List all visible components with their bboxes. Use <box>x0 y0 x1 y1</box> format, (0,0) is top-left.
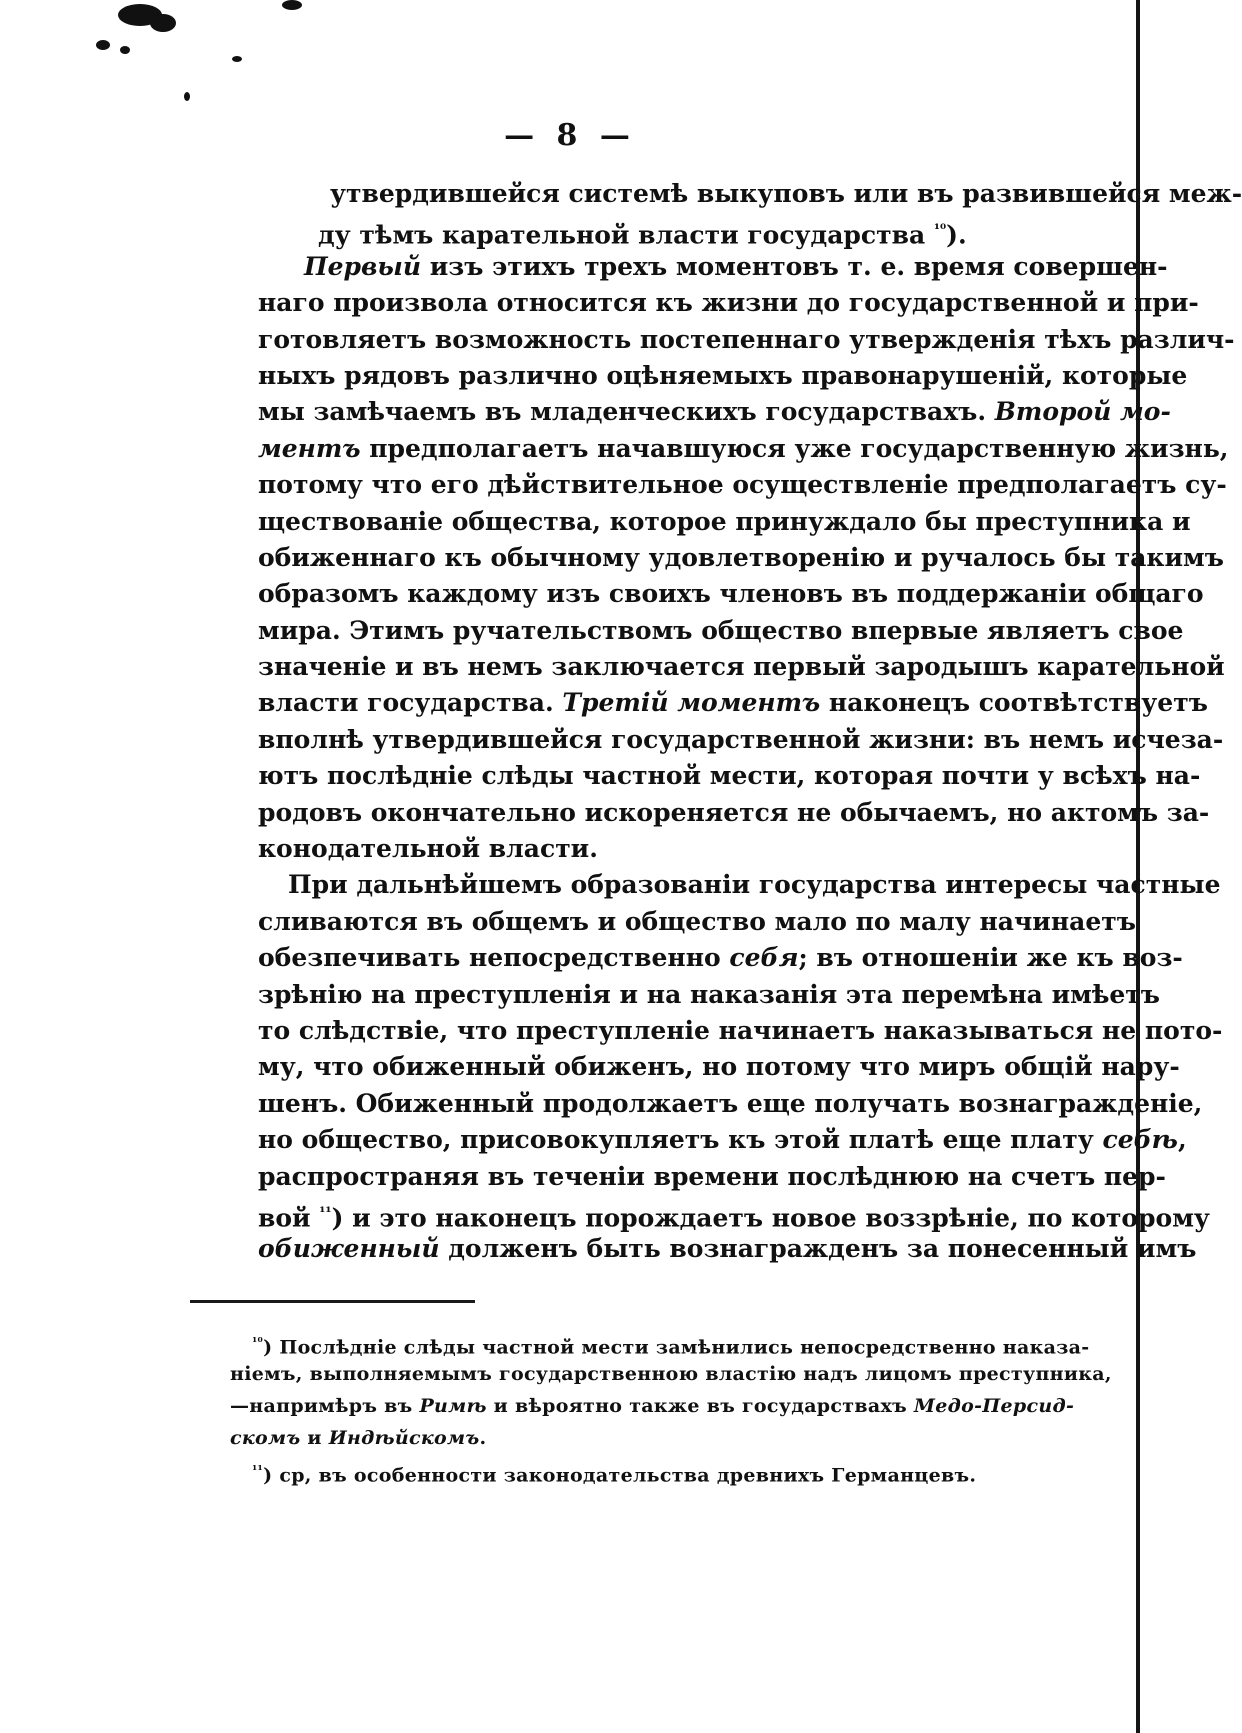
text-line: распространяя въ теченіи времени послѣднюю на счетъ пер- <box>258 1161 1166 1191</box>
text-line: образомъ каждому изъ своихъ членовъ въ поддержаніи общаго <box>258 579 1204 609</box>
emphasis: Второй мо- <box>994 397 1171 427</box>
text-line: му, что обиженный обиженъ, но потому что миръ общій нару- <box>258 1052 1180 1082</box>
ink-blot-mark <box>150 14 176 32</box>
text-line: сливаются въ общемъ и общество мало по малу начинаетъ <box>258 906 1136 936</box>
text-line: власти государства. Третій моментъ наконецъ соотвѣтствуетъ <box>258 688 1208 718</box>
text-line: родовъ окончательно искореняется не обычаемъ, но актомъ за- <box>258 797 1210 827</box>
footnote-marker: ¹⁰ <box>252 1335 264 1349</box>
emphasis: скомъ <box>230 1427 301 1449</box>
text-line: мира. Этимъ ручательствомъ общество впервые являетъ свое <box>258 615 1184 645</box>
page-number: — 8 — <box>504 118 636 153</box>
footnote-divider <box>190 1300 475 1303</box>
text-line: зрѣнію на преступленія и на наказанія эта перемѣна имѣетъ <box>258 979 1160 1009</box>
text-line: ду тѣмъ карательной власти государства $^{^{10}}$). <box>318 220 967 250</box>
text-line: обезпечивать непосредственно себя; въ отношеніи же къ воз- <box>258 943 1183 973</box>
ink-blot-mark <box>120 46 130 54</box>
footnote-line: $^{^{10}}$) Послѣдніе слѣды частной мести замѣнились непосредственно наказа- <box>252 1335 1090 1359</box>
text-line: утвердившейся системѣ выкуповъ или въ развившейся меж- <box>330 179 1242 208</box>
emphasis: ментъ <box>258 433 361 463</box>
emphasis: себя <box>729 943 799 973</box>
footnote-marker: ¹¹ <box>252 1463 264 1477</box>
ink-blot-mark <box>96 40 110 50</box>
text-line: значеніе и въ немъ заключается первый зародышъ карательной <box>258 652 1225 682</box>
text-line: вой $^{^{11}}$) и это наконецъ порождаетъ новое воззрѣніе, по которому <box>258 1203 1210 1233</box>
emphasis: Римѣ <box>419 1395 487 1417</box>
footnote-ref[interactable]: ¹¹ <box>319 1204 332 1221</box>
ink-blot-mark <box>184 92 190 101</box>
text-line: обиженный долженъ быть вознагражденъ за понесенный имъ <box>258 1234 1197 1264</box>
text-line: конодательной власти. <box>258 834 598 864</box>
body-text <box>258 176 1242 1268</box>
footnote-ref[interactable]: ¹⁰ <box>933 222 947 239</box>
emphasis: Третій моментъ <box>562 688 821 718</box>
emphasis: Медо-Персид- <box>913 1395 1075 1417</box>
text-line: обиженнаго къ обычному удовлетворенію и ручалось бы такимъ <box>258 542 1224 572</box>
text-line: ныхъ рядовъ различно оцѣняемыхъ правонарушеній, которые <box>258 360 1188 390</box>
emphasis: себѣ <box>1102 1125 1178 1155</box>
text-line: потому что его дѣйствительное осуществленіе предполагаетъ су- <box>258 470 1227 500</box>
footnote-line: —напримѣръ въ Римѣ и вѣроятно также въ государствахъ Медо-Персид- <box>230 1395 1075 1417</box>
ink-blot-mark <box>232 56 242 62</box>
text-line: При дальнѣйшемъ образованіи государства интересы частные <box>288 870 1221 900</box>
ink-blot-mark <box>282 0 302 10</box>
footnote-line: $^{^{11}}$) ср, въ особенности законодательства древнихъ Германцевъ. <box>252 1463 977 1487</box>
text-line: вполнѣ утвердившейся государственной жизни: въ немъ исчеза- <box>258 724 1224 754</box>
text-line: шенъ. Обиженный продолжаетъ еще получать вознагражденіе, <box>258 1088 1203 1118</box>
text-line: то слѣдствіе, что преступленіе начинаетъ наказываться не пото- <box>258 1015 1223 1045</box>
text-line: мы замѣчаемъ въ младенческихъ государствахъ. Второй мо- <box>258 397 1171 427</box>
text-line: Первый изъ этихъ трехъ моментовъ т. е. время совершен- <box>304 251 1168 281</box>
emphasis: Первый <box>304 251 422 281</box>
text-line: но общество, присовокупляетъ къ этой платѣ еще плату себѣ, <box>258 1125 1187 1155</box>
text-line: готовляетъ возможность постепеннаго утвержденія тѣхъ различ- <box>258 324 1235 354</box>
text-line: ментъ предполагаетъ начавшуюся уже государственную жизнь, <box>258 433 1229 463</box>
footnote-line: ніемъ, выполняемымъ государственною властію надъ лицомъ преступника, <box>230 1363 1112 1385</box>
footnotes <box>230 1326 1112 1487</box>
text-line: наго произвола относится къ жизни до государственной и при- <box>258 288 1199 318</box>
text-line: ществованіе общества, которое принуждало бы преступника и <box>258 506 1191 536</box>
text-line: ютъ послѣдніе слѣды частной мести, которая почти у всѣхъ на- <box>258 761 1201 791</box>
emphasis: Индѣйскомъ <box>328 1427 480 1449</box>
footnote-line: скомъ и Индѣйскомъ. <box>230 1427 487 1449</box>
emphasis: обиженный <box>258 1234 440 1264</box>
